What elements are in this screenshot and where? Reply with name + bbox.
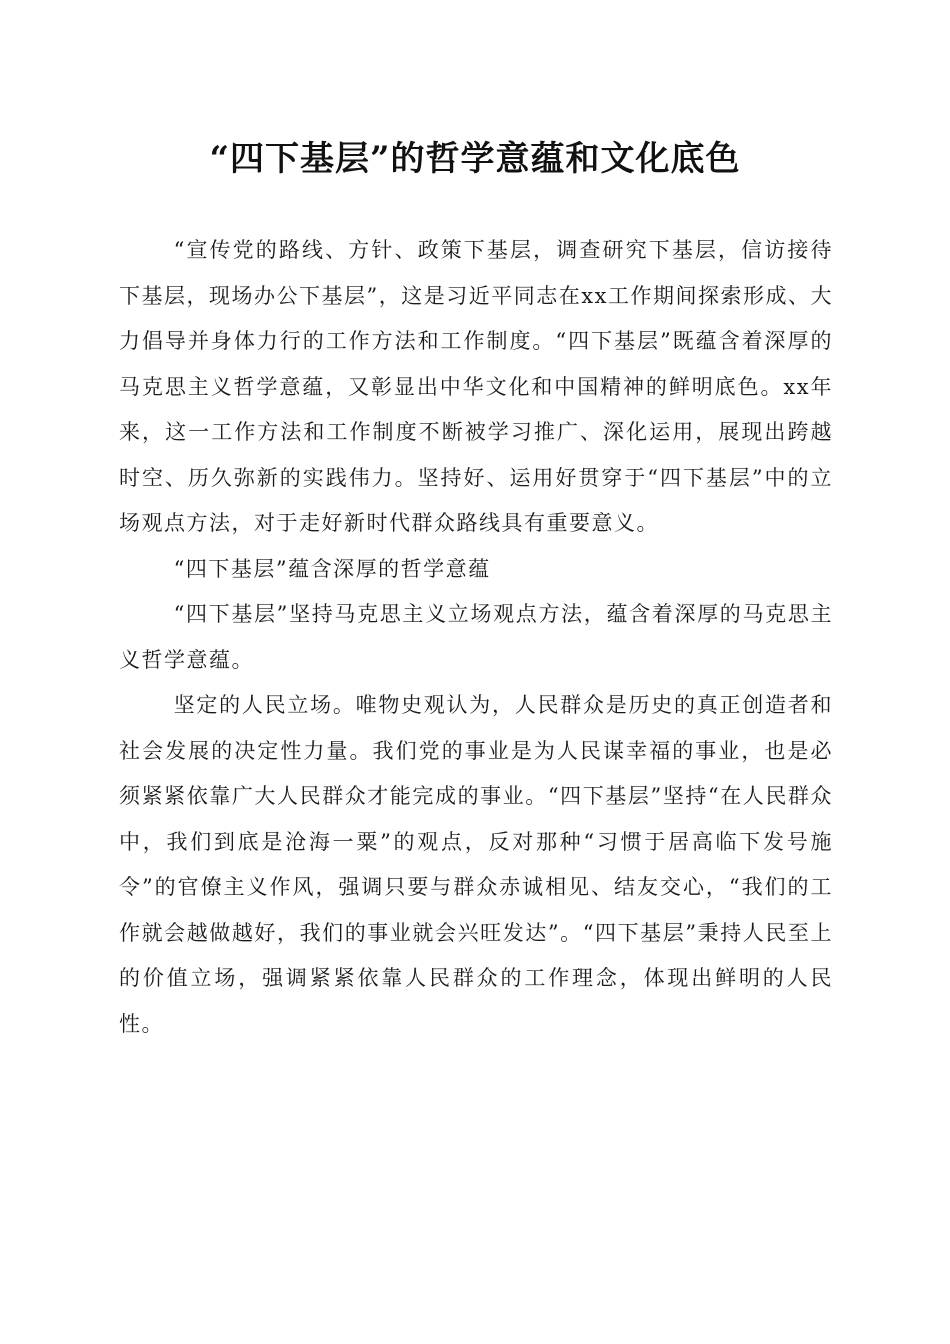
paragraph-intro: “宣传党的路线、方针、政策下基层，调查研究下基层，信访接待下基层，现场办公下基层”，这是习近平同志在xx工作期间探索形成、大力倡导并身体力行的工作方法和工作制度。“四下基层”既蕴含着深厚的马克思主义哲学意蕴，又彰显出中华文化和中国精神的鲜明底色。xx年来，这一工作方法和工作制度不断被学习推广、深化运用，展现出跨越时空、历久弥新的实践伟力。坚持好、运用好贯穿于“四下基层”中的立场观点方法，对于走好新时代群众路线具有重要意义。 [119,238,833,535]
document-title: “四下基层”的哲学意蕴和文化底色 [209,139,741,179]
paragraph-people-stance: 坚定的人民立场。唯物史观认为，人民群众是历史的真正创造者和社会发展的决定性力量。我们党的事业是为人民谋幸福的事业，也是必须紧紧依靠广大人民群众才能完成的事业。“四下基层”坚持“在人民群众中，我们到底是沧海一粟”的观点，反对那种“习惯于居高临下发号施令”的官僚主义作风，强调只要与群众赤诚相见、结友交心，“我们的工作就会越做越好，我们的事业就会兴旺发达”。“四下基层”秉持人民至上的价值立场，强调紧紧依靠人民群众的工作理念，体现出鲜明的人民性。 [119,693,833,1036]
section-heading: “四下基层”蕴含深厚的哲学意蕴 [173,556,491,581]
document-body [119,228,833,1047]
paragraph-section-intro: “四下基层”坚持马克思主义立场观点方法，蕴含着深厚的马克思主义哲学意蕴。 [119,602,833,672]
